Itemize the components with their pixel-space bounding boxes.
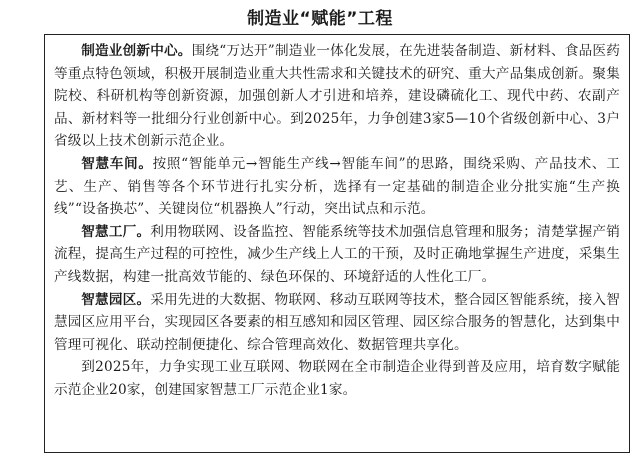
paragraph-body: 围绕“万达开”制造业一体化发展，在先进装备制造、新材料、食品医药等重点特色领域，积极开展制造业重大共性需求和关键技术的研究、重大产品集成创新。聚集院校、科研机构等创新资源，加强创新人才引进和培养，建设磷硫化工、现代中药、农副产品、新材料等一批细分行业创新中心。到2025年，力争创建3家5—10个省级创新中心、3户省级以上技术创新示范企业。 <box>54 43 620 150</box>
paragraph-lead: 智慧工厂。 <box>81 223 151 240</box>
content-box <box>44 34 630 453</box>
paragraph-smart-workshop <box>54 153 620 221</box>
paragraph-smart-factory <box>54 221 620 289</box>
paragraph-lead: 制造业创新中心。 <box>81 43 192 59</box>
paragraph-body: 按照“智能单元→智能生产线→智能车间”的思路，围绕采购、产品技术、工艺、生产、销售等各个环节进行扎实分析，选择有一定基础的制造企业分批实施“生产换线”“设备换芯”、关键岗位“机器换人”行动，突出试点和示范。 <box>54 155 621 218</box>
paragraph-lead: 智慧车间。 <box>81 155 153 172</box>
page-title: 制造业“赋能”工程 <box>247 9 393 29</box>
paragraph-2025-goal <box>54 356 620 401</box>
paragraph-body: 到2025年，力争实现工业互联网、物联网在全市制造企业得到普及应用，培育数字赋能示范企业20家，创建国家智慧工厂示范企业1家。 <box>54 359 620 398</box>
paragraph-body: 采用先进的大数据、物联网、移动互联网等技术，整合园区智能系统，接入智慧园区应用平台，实现园区各要素的相互感知和园区管理、园区综合服务的智慧化，达到集中管理可视化、联动控制便捷化、综合管理高效化、数据管理共享化。 <box>54 291 620 353</box>
paragraph-innovation-center <box>54 40 620 153</box>
paragraph-body: 利用物联网、设备监控、智能系统等技术加强信息管理和服务；清楚掌握产销流程，提高生产过程的可控性，减少生产线上人工的干预，及时正确地掌握生产进度，采集生产线数据，构建一批高效节能的、绿色环保的、环境舒适的人性化工厂。 <box>54 223 620 285</box>
paragraph-smart-park <box>54 289 620 357</box>
paragraph-lead: 智慧园区。 <box>81 291 151 308</box>
